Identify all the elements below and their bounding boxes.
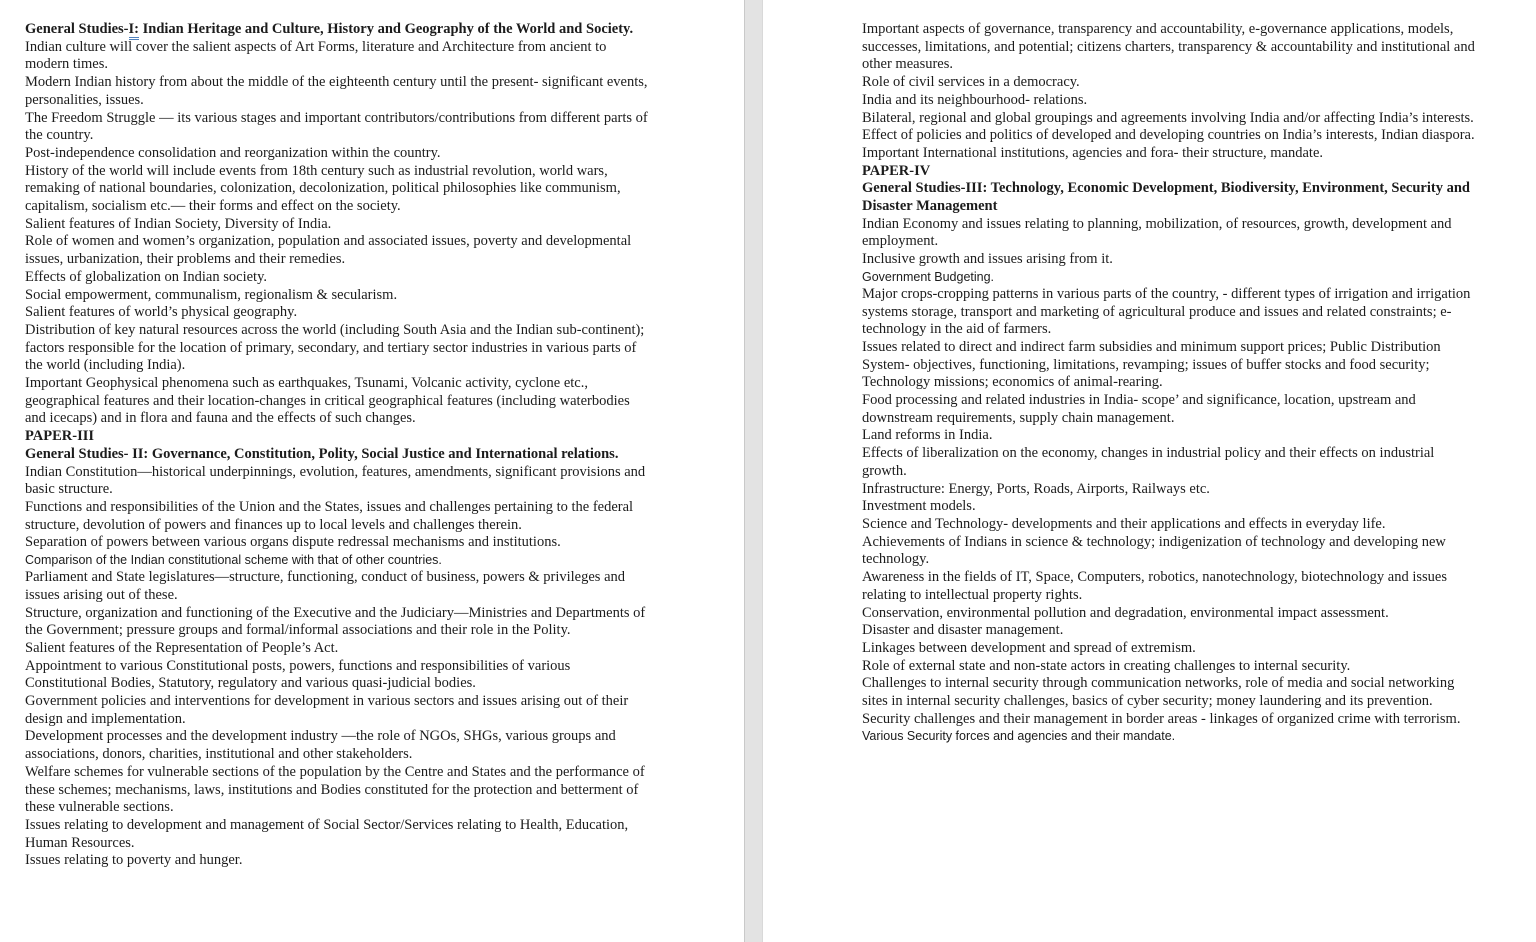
syllabus-paragraph: History of the world will include events from 18th century such as industrial revolution, world wars, remaking of national boundaries, colonization, decolonization, political philosophies like communism, capitalism, socialism etc.— their forms and effect on the society.	[25, 162, 621, 215]
syllabus-paragraph: Structure, organization and functioning of the Executive and the Judiciary—Ministries and Departments of the Government; pressure groups and formal/informal associations and their role in the Polity.	[25, 604, 646, 639]
syllabus-paragraph: Major crops-cropping patterns in various parts of the country, - different types of irrigation and irrigation systems storage, transport and marketing of agricultural produce and issues and related constraints; e-technology in the aid of farmers.	[862, 285, 1471, 338]
syllabus-paragraph: Awareness in the fields of IT, Space, Computers, robotics, nanotechnology, biotechnology and issues relating to intellectual property rights.	[862, 569, 1447, 603]
syllabus-paragraph: Conservation, environmental pollution and degradation, environmental impact assessment.	[862, 604, 1389, 621]
syllabus-paragraph: Effect of policies and politics of developed and developing countries on India’s interests, Indian diaspora.	[862, 127, 1475, 144]
syllabus-paragraph: Issues relating to poverty and hunger.	[25, 852, 243, 869]
syllabus-paragraph: PAPER-III	[25, 428, 95, 445]
left-page-paragraphs	[25, 39, 650, 870]
heading-prefix: General Studies-	[25, 21, 129, 37]
syllabus-paragraph: Government Budgeting.	[862, 269, 995, 284]
syllabus-paragraph: Role of women and women’s organization, population and associated issues, poverty and developmental issues, urbanization, their problems and their remedies.	[25, 233, 632, 268]
syllabus-paragraph: Effects of liberalization on the economy, changes in industrial policy and their effects on industrial growth.	[862, 445, 1435, 479]
right-page-paragraphs	[862, 21, 1480, 745]
syllabus-paragraph: General Studies-III: Technology, Economic Development, Biodiversity, Environment, Security and Disaster Management	[862, 180, 1470, 215]
syllabus-paragraph: Security challenges and their management in border areas - linkages of organized crime with terrorism.	[862, 710, 1461, 727]
syllabus-paragraph: Separation of powers between various organs dispute redressal mechanisms and institutions.	[25, 534, 561, 551]
syllabus-paragraph: The Freedom Struggle — its various stages and important contributors/contributions from different parts of the country.	[25, 109, 648, 144]
syllabus-paragraph: PAPER-IV	[862, 162, 931, 179]
syllabus-paragraph: Infrastructure: Energy, Ports, Roads, Airports, Railways etc.	[862, 480, 1210, 497]
syllabus-paragraph: Social empowerment, communalism, regionalism & secularism.	[25, 286, 398, 303]
syllabus-paragraph: Distribution of key natural resources across the world (including South Asia and the Indian sub-continent); factors responsible for the location of primary, secondary, and tertiary sector industries in various parts of the world (including India).	[25, 321, 645, 374]
syllabus-paragraph: Land reforms in India.	[862, 427, 993, 444]
syllabus-paragraph: Functions and responsibilities of the Union and the States, issues and challenges pertaining to the federal structure, devolution of powers and finances up to local levels and challenges therein.	[25, 498, 634, 533]
syllabus-paragraph: Salient features of world’s physical geography.	[25, 304, 298, 321]
syllabus-paragraph: Salient features of Indian Society, Diversity of India.	[25, 215, 332, 232]
syllabus-paragraph: Welfare schemes for vulnerable sections of the population by the Centre and States and the performance of these schemes; mechanisms, laws, institutions and Bodies constituted for the protection and betterment of these vulnerable sections.	[25, 763, 645, 816]
syllabus-paragraph: Important aspects of governance, transparency and accountability, e-governance applications, models, successes, limitations, and potential; citizens charters, transparency & accountability and institutional and other measures.	[862, 21, 1475, 73]
syllabus-paragraph: Issues relating to development and management of Social Sector/Services relating to Health, Education, Human Resources.	[25, 816, 629, 851]
syllabus-paragraph: Salient features of the Representation of People’s Act.	[25, 639, 339, 656]
right-page-text-column	[862, 21, 1480, 745]
syllabus-paragraph: Development processes and the development industry —the role of NGOs, SHGs, various groups and associations, donors, charities, institutional and other stakeholders.	[25, 728, 616, 763]
syllabus-paragraph: India and its neighbourhood- relations.	[862, 91, 1088, 108]
syllabus-paragraph: Disaster and disaster management.	[862, 622, 1064, 639]
syllabus-paragraph: Inclusive growth and issues arising from it.	[862, 251, 1113, 268]
syllabus-paragraph: Food processing and related industries in India- scope’ and significance, location, upstream and downstream requirements, supply chain management.	[862, 392, 1416, 426]
page-gap-divider	[744, 0, 763, 942]
syllabus-paragraph: Achievements of Indians in science & technology; indigenization of technology and developing new technology.	[862, 533, 1446, 568]
heading-suffix: Indian Heritage and Culture, History and Geography of the World and Society.	[139, 21, 634, 37]
syllabus-paragraph: Challenges to internal security through communication networks, role of media and social networking sites in internal security challenges, basics of cyber security; money laundering and its prevention.	[862, 675, 1455, 710]
syllabus-paragraph: Comparison of the Indian constitutional scheme with that of other countries.	[25, 553, 442, 568]
syllabus-paragraph: Effects of globalization on Indian society.	[25, 268, 267, 285]
syllabus-paragraph: Post-independence consolidation and reorganization within the country.	[25, 144, 441, 161]
syllabus-paragraph: Parliament and State legislatures—structure, functioning, conduct of business, powers & privileges and issues arising out of these.	[25, 569, 626, 603]
syllabus-paragraph: Various Security forces and agencies and their mandate.	[862, 729, 1176, 744]
syllabus-paragraph: Indian Constitution—historical underpinnings, evolution, features, amendments, significant provisions and basic structure.	[25, 463, 646, 498]
syllabus-paragraph: Indian culture will cover the salient aspects of Art Forms, literature and Architecture from ancient to modern times.	[25, 38, 607, 73]
syllabus-paragraph: Appointment to various Constitutional posts, powers, functions and responsibilities of various Constitutional Bodies, Statutory, regulatory and various quasi-judicial bodies.	[25, 657, 571, 692]
syllabus-paragraph: Modern Indian history from about the middle of the eighteenth century until the present- significant events, personalities, issues.	[25, 74, 648, 108]
page-right[interactable]	[763, 0, 1536, 942]
syllabus-paragraph: Indian Economy and issues relating to planning, mobilization, of resources, growth, development and employment.	[862, 215, 1452, 250]
syllabus-paragraph: Issues related to direct and indirect farm subsidies and minimum support prices; Public Distribution System- objectives, functioning, limitations, revamping; issues of buffer stocks and food security; Technology missions; economics of animal-rearing.	[862, 338, 1441, 391]
syllabus-paragraph: Role of civil services in a democracy.	[862, 74, 1080, 91]
syllabus-paragraph: Science and Technology- developments and their applications and effects in everyday life.	[862, 515, 1386, 532]
page-left[interactable]	[0, 0, 744, 942]
syllabus-paragraph: Linkages between development and spread of extremism.	[862, 639, 1196, 656]
section-heading-gs1	[25, 21, 650, 39]
syllabus-paragraph: General Studies- II: Governance, Constitution, Polity, Social Justice and International relations.	[25, 445, 619, 462]
syllabus-paragraph: Investment models.	[862, 498, 976, 515]
syllabus-paragraph: Important International institutions, agencies and fora- their structure, mandate.	[862, 144, 1324, 161]
left-page-text-column	[25, 21, 650, 870]
syllabus-paragraph: Important Geophysical phenomena such as earthquakes, Tsunami, Volcanic activity, cyclone etc., geographical features and their location-changes in critical geographical features (including waterbodies and icecaps) and in flora and fauna and the effects of such changes.	[25, 375, 630, 427]
syllabus-paragraph: Bilateral, regional and global groupings and agreements involving India and/or affecting India’s interests.	[862, 109, 1474, 126]
heading-inserted-text: I:	[129, 21, 139, 40]
syllabus-paragraph: Role of external state and non-state actors in creating challenges to internal security.	[862, 657, 1351, 674]
syllabus-paragraph: Government policies and interventions for development in various sectors and issues arising out of their design and implementation.	[25, 693, 629, 727]
